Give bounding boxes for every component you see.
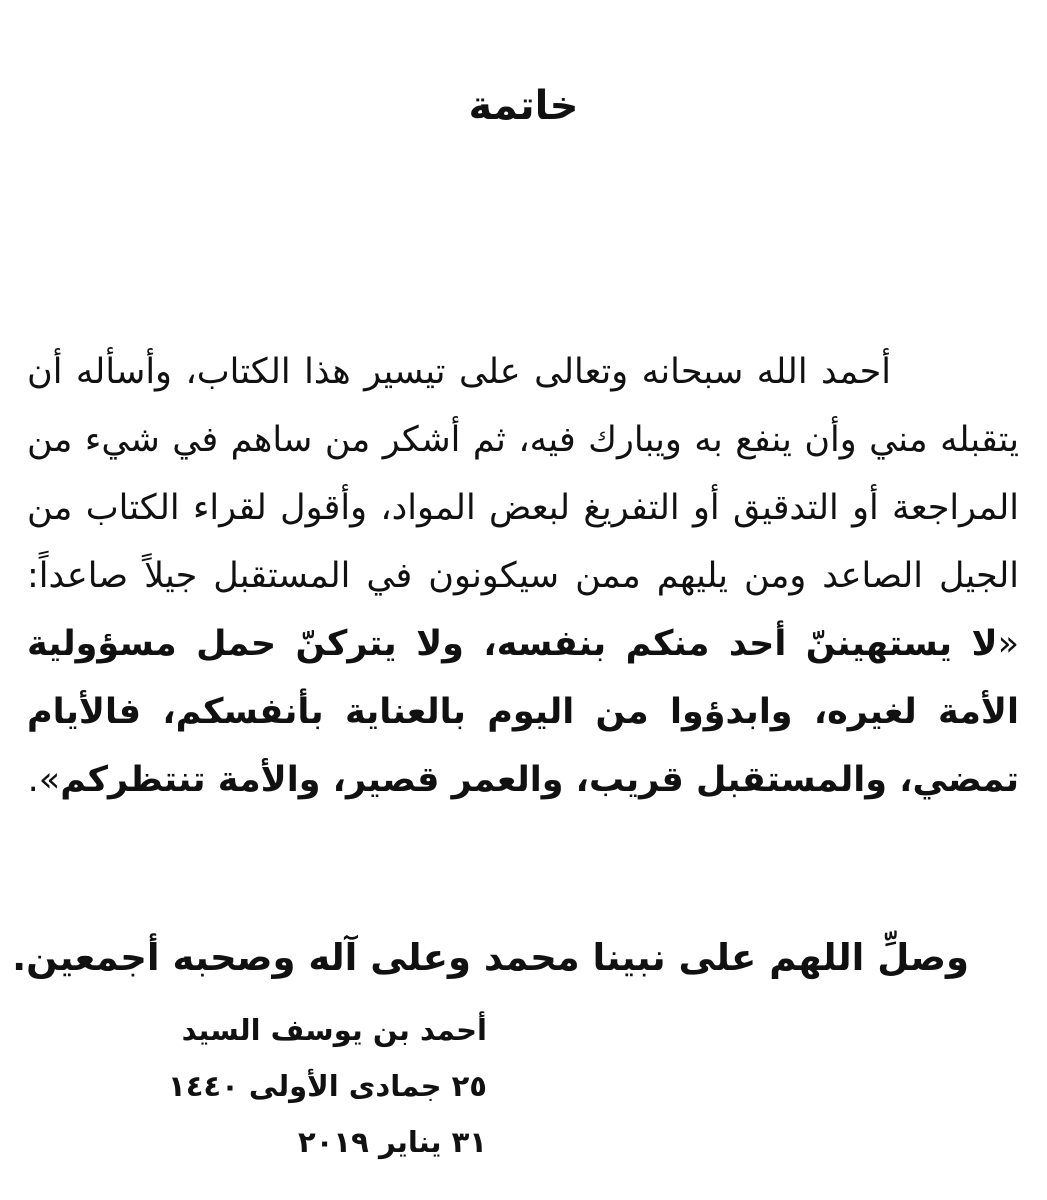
author-name: أحمد بن يوسف السيد xyxy=(181,1013,487,1047)
hijri-date: ٢٥ جمادى الأولى ١٤٤٠ xyxy=(168,1069,487,1103)
body-paragraph xyxy=(27,338,1019,814)
closing-prayer: وصلِّ اللهم على نبينا محمد وعلى آله وصحبه أجمعين. xyxy=(12,936,969,979)
signature-block xyxy=(168,1002,487,1170)
page-title: خاتمة xyxy=(468,83,579,129)
body-outro-text: ». xyxy=(27,760,61,800)
gregorian-date: ٣١ يناير ٢٠١٩ xyxy=(298,1125,487,1159)
quoted-advice: لا يستهيننّ أحد منكم بنفسه، ولا يتركنّ حمل مسؤولية الأمة لغيره، وابدؤوا من اليوم بالعناية بأنفسكم، فالأيام تمضي، والمستقبل قريب، والعمر قصير، والأمة تنتظركم xyxy=(27,624,1019,800)
body-intro-text: أحمد الله سبحانه وتعالى على تيسير هذا الكتاب، وأسأله أن يتقبله مني وأن ينفع به ويبارك فيه، ثم أشكر من ساهم في شيء من المراجعة أو التدقيق أو التفريغ لبعض المواد، وأقول لقراء الكتاب من الجيل الصاعد ومن يليهم ممن سيكونون في المستقبل جيلاً صاعداً: « xyxy=(27,352,1019,664)
